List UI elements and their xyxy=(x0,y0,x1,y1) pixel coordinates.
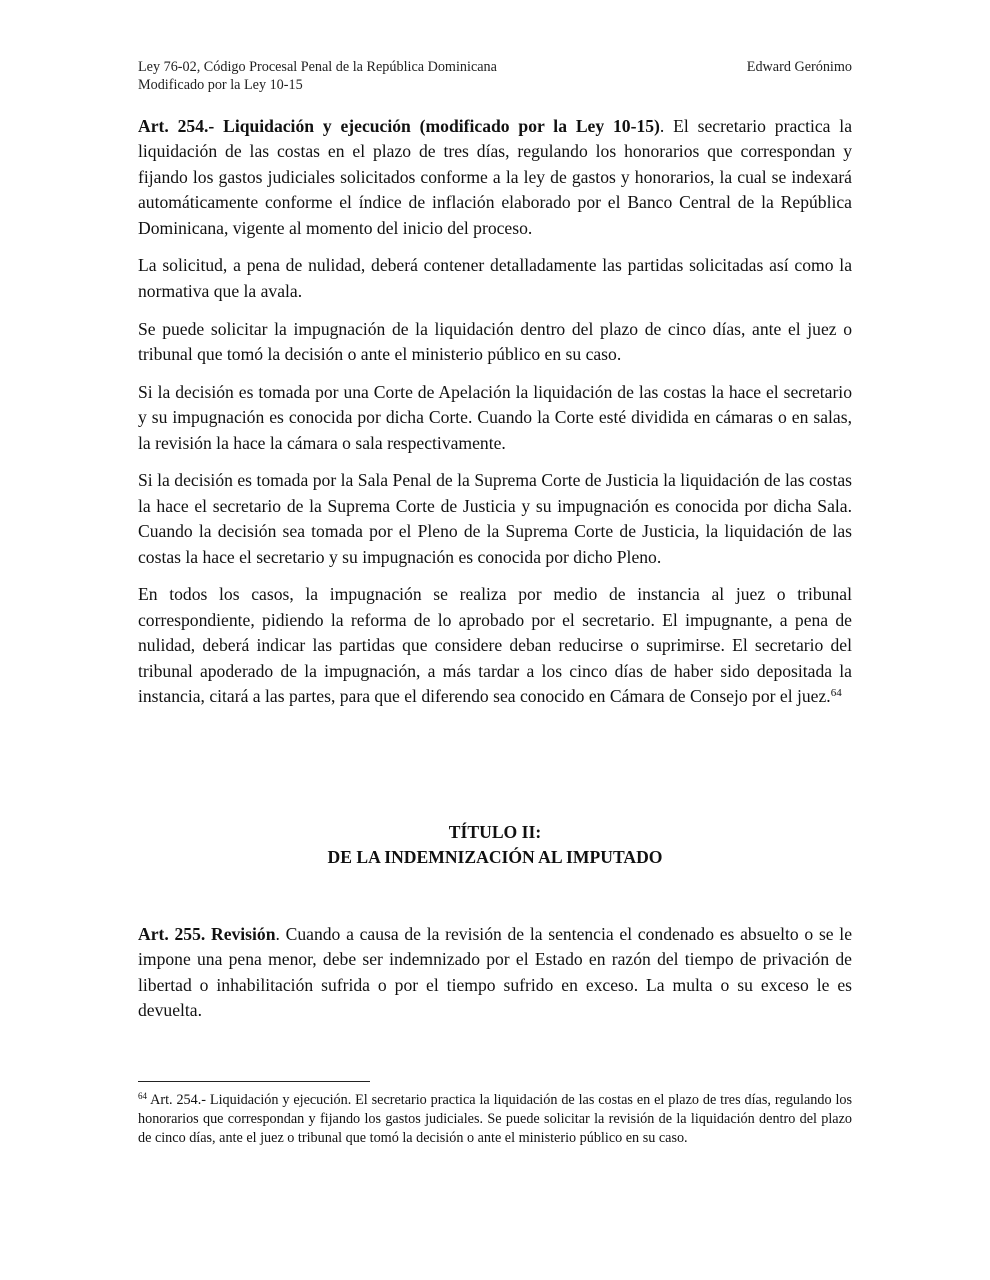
art254-paragraph-5: Si la decisión es tomada por la Sala Penal de la Suprema Corte de Justicia la liquidación de las costas la hace el secretario de la Suprema Corte de Justicia y su impugnación es conocida por dicha Sala. Cuando la decisión sea tomada por el Pleno de la Suprema Corte de Justicia, la liquidación de las costas la hace el secretario y su impugnación es conocida por dicho Pleno. xyxy=(138,470,852,567)
footnote-paragraph xyxy=(138,1091,852,1147)
article-255 xyxy=(138,922,852,1024)
footnote-number: 64 xyxy=(138,1091,147,1101)
footnote-reference[interactable]: 64 xyxy=(830,687,842,700)
footnote-text: Art. 254.- Liquidación y ejecución. El secretario practica la liquidación de las costas en el plazo de tres días, regulando los honorarios que correspondan y fijando los gastos judiciales. Se puede solicitar la revisión de la liquidación dentro del plazo de cinco días, ante el juez o tribunal que tomó la decisión o ante el ministerio público en su caso. xyxy=(138,1092,852,1146)
document-page xyxy=(138,0,852,1280)
art254-p1-text: . El secretario practica la liquidación de las costas en el plazo de tres días, regulando los honorarios que correspondan y fijando los gastos judiciales solicitados conforme a la ley de gastos y honorarios, la cual se indexará automáticamente conforme el índice de inflación elaborado por el Banco Central de la República Dominicana, vigente al momento del inicio del proceso. xyxy=(138,116,852,238)
header-law-title: Ley 76-02, Código Procesal Penal de la República Dominicana xyxy=(138,59,497,75)
title-name: DE LA INDEMNIZACIÓN AL IMPUTADO xyxy=(327,847,663,868)
art255-paragraph xyxy=(138,922,852,1024)
header-law-modification: Modificado por la Ley 10-15 xyxy=(138,76,303,93)
header-author: Edward Gerónimo xyxy=(746,59,852,75)
art254-paragraph-2: La solicitud, a pena de nulidad, deberá contener detalladamente las partidas solicitadas así como la normativa que la avala. xyxy=(138,255,852,301)
title-number: TÍTULO II: xyxy=(448,822,542,842)
header-left xyxy=(138,59,497,94)
art254-p6-text: En todos los casos, la impugnación se realiza por medio de instancia al juez o tribunal correspondiente, pidiendo la reforma de lo aprobado por el secretario. El impugnante, a pena de nulidad, deberá indicar las partidas que considere deban reducirse o suprimirse. El secretario del tribunal apoderado de la impugnación, a más tardar a los cinco días de haber sido depositada la instancia, citará a las partes, para que el diferendo sea conocido en Cámara de Consejo por el juez. xyxy=(138,584,852,707)
art254-heading: Art. 254.- Liquidación y ejecución (modificado por la Ley 10-15) xyxy=(138,116,660,136)
art255-text: . Cuando a causa de la revisión de la sentencia el condenado es absuelto o se le impone una pena menor, debe ser indemnizado por el Estado en razón del tiempo de privación de libertad o inhabilitación sufrida o por el tiempo sufrido en exceso. La multa o su exceso le es devuelta. xyxy=(138,924,853,1021)
footnote xyxy=(138,1091,852,1147)
article-254 xyxy=(138,114,852,722)
art254-paragraph-4: Si la decisión es tomada por una Corte de Apelación la liquidación de las costas la hace el secretario y su impugnación es conocida por dicha Corte. Cuando la Corte esté dividida en cámaras o en salas, la revisión la hace la cámara o sala respectivamente. xyxy=(138,381,852,453)
footnote-divider xyxy=(138,1081,370,1082)
section-title xyxy=(138,820,852,871)
art254-paragraph-6 xyxy=(138,582,852,709)
art255-heading: Art. 255. Revisión xyxy=(138,924,276,944)
art254-paragraph-3: Se puede solicitar la impugnación de la liquidación dentro del plazo de cinco días, ante el juez o tribunal que tomó la decisión o ante el ministerio público en su caso. xyxy=(138,318,852,365)
art254-paragraph-1 xyxy=(138,114,852,241)
